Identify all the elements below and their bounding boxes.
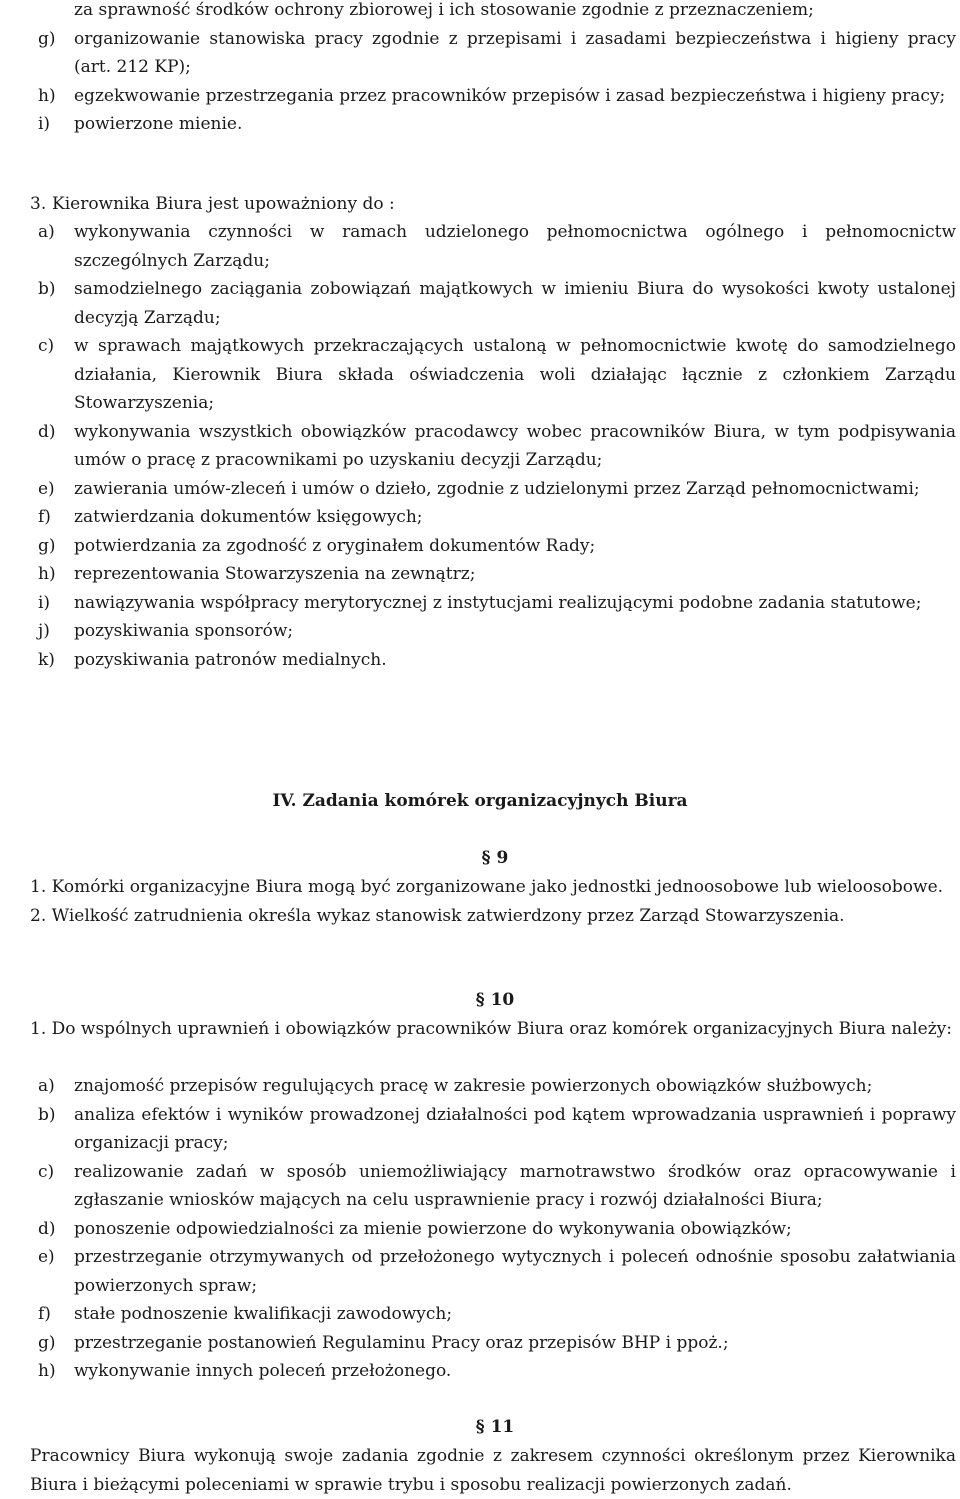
list-text: analiza efektów i wyników prowadzonej działalności pod kątem wprowadzania usprawnień i poprawy organizacji pracy;	[74, 1104, 956, 1153]
list-item	[38, 1158, 956, 1215]
list-label: i)	[38, 114, 51, 134]
list-label: c)	[38, 1161, 55, 1182]
list-text: za sprawność środków ochrony zbiorowej i ich stosowanie zgodnie z przeznaczeniem;	[74, 0, 814, 20]
list-label: d)	[38, 1218, 56, 1239]
list-text: pozyskiwania patronów medialnych.	[74, 649, 387, 670]
list-label: b)	[38, 1104, 56, 1125]
paragraph-heading-11: § 11	[475, 1417, 515, 1437]
section-heading: IV. Zadania komórek organizacyjnych Biura	[272, 791, 688, 811]
list-item	[38, 1215, 956, 1244]
list-item	[38, 1357, 956, 1386]
list-text: potwierdzania za zgodność z oryginałem dokumentów Rady;	[74, 535, 596, 556]
list-text: wykonywania czynności w ramach udzielonego pełnomocnictwa ogólnego i pełnomocnictw szczególnych Zarządu;	[74, 222, 956, 271]
list-label: a)	[38, 1076, 55, 1096]
item-text: Komórki organizacyjne Biura mogą być zorganizowane jako jednostki jednoosobowe lub wieloosobowe.	[51, 877, 944, 897]
list-item	[38, 1329, 956, 1358]
point-label: 3.	[30, 194, 47, 214]
list-label: e)	[38, 1247, 55, 1267]
list-label: h)	[38, 564, 56, 584]
list-item	[38, 503, 956, 532]
list-text: pozyskiwania sponsorów;	[74, 621, 294, 641]
list-item	[38, 0, 956, 25]
list-label: i)	[38, 592, 51, 613]
list-text: egzekwowanie przestrzegania przez pracowników przepisów i zasad bezpieczeństwa i higieny pracy;	[74, 85, 946, 106]
paragraph-heading-9: § 9	[481, 848, 509, 868]
list-text: w sprawach majątkowych przekraczających ustaloną w pełnomocnictwie kwotę do samodzielnego działania, Kierownik Biura składa oświadczenia woli działając łącznie z członkiem Zarządu Stowarzyszenia;	[74, 336, 956, 413]
item-text: Wielkość zatrudnienia określa wykaz stanowisk zatwierdzony przez Zarząd Stowarzyszenia.	[51, 905, 845, 926]
list-label: f)	[38, 507, 51, 527]
list-label: b)	[38, 279, 56, 299]
list-item	[38, 110, 956, 139]
point-3-list	[38, 218, 956, 674]
numbered-item	[30, 873, 956, 902]
item-label: 1.	[30, 1019, 47, 1039]
list-text: realizowanie zadań w sposób uniemożliwiający marnotrawstwo środków oraz opracowywanie i zgłaszanie wniosków mających na celu usprawnienie pracy i rozwój działalności Biura;	[74, 1161, 956, 1210]
list-label: d)	[38, 421, 56, 442]
list-item	[38, 475, 956, 504]
top-list	[38, 0, 956, 139]
list-item	[38, 418, 956, 475]
list-label: c)	[38, 336, 55, 356]
point-text: Kierownika Biura jest upoważniony do :	[52, 194, 395, 214]
list-text: organizowanie stanowiska pracy zgodnie z przepisami i zasadami bezpieczeństwa i higieny pracy (art. 212 KP);	[74, 28, 956, 77]
list-item	[38, 560, 956, 589]
list-item	[38, 25, 956, 82]
list-text: nawiązywania współpracy merytorycznej z instytucjami realizującymi podobne zadania statutowe;	[74, 592, 922, 613]
list-text: wykonywania wszystkich obowiązków pracodawcy wobec pracowników Biura, w tym podpisywania umów o pracę z pracownikami po uzyskaniu decyzji Zarządu;	[74, 421, 956, 470]
list-label: g)	[38, 1332, 56, 1353]
list-item	[38, 1072, 956, 1101]
list-text: reprezentowania Stowarzyszenia na zewnątrz;	[74, 564, 476, 584]
list-label: f)	[38, 1304, 51, 1324]
list-text: wykonywanie innych poleceń przełożonego.	[74, 1361, 452, 1381]
list-item	[38, 332, 956, 418]
list-text: powierzone mienie.	[74, 114, 243, 134]
list-item	[38, 1300, 956, 1329]
list-text: znajomość przepisów regulujących pracę w zakresie powierzonych obowiązków służbowych;	[74, 1076, 873, 1096]
point-3	[30, 190, 956, 219]
paragraph-10-list	[38, 1072, 956, 1386]
item-text: Do wspólnych uprawnień i obowiązków pracowników Biura oraz komórek organizacyjnych Biura należy:	[51, 1019, 952, 1039]
list-item	[38, 1101, 956, 1158]
list-item	[38, 589, 956, 618]
list-item	[38, 532, 956, 561]
list-label: a)	[38, 222, 55, 242]
list-text: zatwierdzania dokumentów księgowych;	[74, 507, 423, 527]
item-label: 1.	[30, 877, 47, 897]
list-text: przestrzeganie otrzymywanych od przełożonego wytycznych i poleceń odnośnie sposobu załatwiania powierzonych spraw;	[74, 1247, 956, 1296]
list-item	[38, 82, 956, 111]
paragraph-9-body	[30, 873, 956, 930]
list-label: h)	[38, 1361, 56, 1381]
list-item	[38, 218, 956, 275]
list-text: stałe podnoszenie kwalifikacji zawodowych;	[74, 1304, 453, 1324]
list-text: zawierania umów-zleceń i umów o dzieło, zgodnie z udzielonymi przez Zarząd pełnomocnictwami;	[74, 478, 920, 499]
list-label: j)	[38, 621, 50, 641]
list-label: k)	[38, 649, 55, 670]
list-text: ponoszenie odpowiedzialności za mienie powierzone do wykonywania obowiązków;	[74, 1218, 792, 1239]
list-label: h)	[38, 85, 56, 106]
list-item	[38, 646, 956, 675]
list-text: przestrzeganie postanowień Regulaminu Pracy oraz przepisów BHP i ppoż.;	[74, 1332, 729, 1353]
paragraph-10-intro	[30, 1015, 956, 1044]
paragraph-heading-10: § 10	[475, 990, 515, 1010]
list-label: e)	[38, 478, 55, 499]
list-label	[38, 0, 74, 25]
list-label: g)	[38, 535, 56, 556]
paragraph-11-body: Pracownicy Biura wykonują swoje zadania zgodnie z zakresem czynności określonym przez Kierownika Biura i bieżącymi poleceniami w sprawie trybu i sposobu realizacji powierzonych zadań.	[30, 1446, 956, 1495]
numbered-item	[30, 902, 956, 931]
item-label: 2.	[30, 905, 47, 926]
list-item	[38, 275, 956, 332]
list-item	[38, 1243, 956, 1300]
point-3-intro	[30, 190, 956, 219]
list-label: g)	[38, 28, 56, 49]
list-text: samodzielnego zaciągania zobowiązań majątkowych w imieniu Biura do wysokości kwoty ustalonej decyzją Zarządu;	[74, 279, 956, 328]
list-item	[38, 617, 956, 646]
